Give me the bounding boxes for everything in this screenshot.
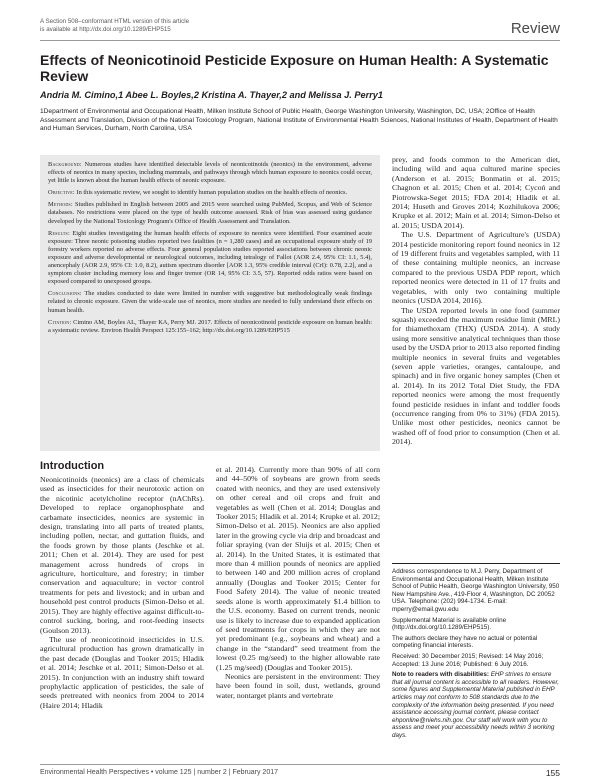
publication-dates: Received: 30 December 2015; Revised: 14 May 2016; Accepted: 13 June 2016; Published: 6 July 2016. <box>392 652 544 668</box>
issue-info: • volume 125 | number 2 | February 2017 <box>150 769 279 776</box>
abstract-results <box>48 230 372 287</box>
abstract-citation <box>48 319 372 335</box>
note-prefix: is available at <box>40 26 80 33</box>
paragraph: et al. 2014). Currently more than 90% of all corn and 44–50% of soybeans are grown from seeds coated with neonics, and they are used extensively on other cereal and oil crops and fruit and vegetables as well (Chen et al. 2014; Douglas and Tooker 2015; Hladik et al. 2014; Krupke et al. 2012; Simon-Delso et al. 2015). Neonics are also applied later in the growing cycle via drip and broadcast and foliar spraying (van der Sluijs et al. 2015; Chen et al. 2014). In the United States, it is estimated that more than 4 million pounds of neonics are applied to between 140 and 200 million acres of cropland annually (Douglas and Tooker 2015; Center for Food Safety 2014). The value of neonic treated seeds alone is worth approximately $1.4 billion to the U.S. economy. Based on current trends, neonic use is likely to increase due to expanded application of seed treatments for crops in which they are not yet predominant (e.g., soybeans and wheat) and a change in the “standard” seed treatment from the lowest (0.25 mg/seed) to the higher allowable rate (1.25 mg/seed) (Douglas and Tooker 2015). <box>216 465 380 672</box>
conflict-statement: The authors declare they have no actual or potential competing financial interests. <box>392 634 538 650</box>
abstract-methods <box>48 201 372 225</box>
correspondence-address: Address correspondence to M.J. Perry, Department of Environmental and Occupational Health, Milken Institute School of Public Health, George Washington University, 950 New Hampshire Ave., 419-Floor 4, Washington, DC 20052 USA. Telephone: (202) 994-1734. E-mail: mperry@email.gwu.edu <box>392 568 560 613</box>
section-heading-introduction: Introduction <box>40 460 105 472</box>
abstract-background <box>48 161 372 185</box>
label: Citation: <box>48 318 72 326</box>
affiliations: 1Department of Environmental and Occupational Health, Milken Institute School of Public Health, George Washington University, Washington, DC, USA; 2Office of Health Assessment and Translation, Division of the National Toxicology Program, National Institute of Environmental Health Sciences, National Institutes of Health, Department of Health and Human Services, Durham, North Carolina, USA <box>40 108 558 133</box>
note-line <box>40 26 189 34</box>
citation-doi-link[interactable]: http://dx.doi.org/10.1289/EHP515 <box>202 326 290 334</box>
section-label: Review <box>510 20 560 37</box>
note-line: A Section 508–conformant HTML version of this article <box>40 18 190 25</box>
abstract-conclusions <box>48 290 372 314</box>
abstract-objective <box>48 189 372 197</box>
paragraph: The U.S. Department of Agriculture's (USDA) 2014 pesticide monitoring report found neonics in 12 of 19 different fruits and vegetables sampled, with 11 of these containing multiple neonics, an increase compared to the previous USDA PDP report, which reported neonics were detected in 11 of 17 fruits and vegetables, with only two containing multiple neonics (USDA 2014, 2016). <box>392 230 560 306</box>
paragraph: Neonicotinoids (neonics) are a class of chemicals used as insecticides for their neurotoxic action on the nicotinic acetylcholine receptor (nAChRs). Developed to replace organophosphate and carbamate insecticides, neonics are systemic in design, translating into all parts of treated plants, including pollen, nectar, and guttation fluids, and the foods grown by those plants (Jeschke et al. 2011; Chen et al. 2014). They are used for pest management across hundreds of crops in agriculture, horticulture, and forestry; in timber conservation and aquaculture; in vector control treatments for pets and livestock; and in urban and household pest control products (Simon-Delso et al. 2015). They are highly effective against difficult-to-control sucking, boring, and root-feeding insects (Goulson 2013). <box>40 475 204 635</box>
journal-footer <box>40 769 278 776</box>
text: Cimino AM, Boyles AL, Thayer KA, Perry MJ. 2017. Effects of neonicotinoid pesticide exposure on human health: a systematic review. Environ Health Perspect 125:155–162; <box>48 318 372 334</box>
paragraph: Neonics are persistent in the environment: They have been found in soil, dust, wetlands, ground water, nontarget plants and vertebrate <box>216 671 380 700</box>
abstract-box <box>40 155 380 451</box>
doi-link[interactable]: http://dx.doi.org/10.1289/EHP515 <box>79 26 171 33</box>
right-column-text <box>392 155 560 447</box>
label: Note to readers with disabilities: <box>392 671 489 679</box>
paragraph: prey, and foods common to the American diet, including wild and aqua cultured marine species (Anderson et al. 2015; Bonmatin et al. 2015; Chagnon et al. 2015; Chen et al. 2014; Cycoń and Piotrowska-Seget 2015; FDA 2014; Hladik et al. 2014; Huseth and Groves 2014; Kozhilukova 2006; Krupke et al. 2012; Main et al. 2014; Simon-Delso et al. 2015; USDA 2014). <box>392 155 560 230</box>
text: Eight studies investigating the human health effects of exposure to neonics were identified. Four examined acute exposure: Three neonic poisoning studies reported two fatalities (n = 1,280 cases) and an occupational exposure study of 19 forestry workers reported no adverse effects. Four general population studies reported associations between chronic neonic exposure and adverse developmental or neurological outcomes, including tetralogy of Fallot (AOR 2.4, 95% CI: 1.1, 5.4), anencephaly (AOR 2.9, 95% CI: 1.0, 8.2), autism spectrum disorder [AOR 1.3, 95% credible interval (CrI): 0.78, 2.2], and a symptom cluster including memory loss and finger tremor (OR 14, 95% CI: 3.5, 57). Reported odds ratios were based on exposed compared to unexposed groups. <box>48 229 372 286</box>
top-divider <box>40 40 560 41</box>
html-version-note <box>40 18 189 34</box>
column-1-text <box>40 475 204 710</box>
text: The studies conducted to date were limited in number with suggestive but methodologically weak findings related to chronic exposure. Given the wide-scale use of neonics, more studies are needed to fully understand their effects on human health. <box>48 290 373 314</box>
label: Background: <box>48 161 82 168</box>
bottom-divider <box>40 764 560 765</box>
text: In this systematic review, we sought to identify human population studies on the health effects of neonics. <box>76 189 348 197</box>
label: Results: <box>48 229 70 237</box>
journal-name: Environmental Health Perspectives <box>40 769 149 776</box>
accessibility-note <box>392 671 560 739</box>
text: Numerous studies have identified detectable levels of neonicotinoids (neonics) in the environment, adverse effects of neonics in many species, including mammals, and pathways through which human exposure to neonics could occur, yet little is known about the human health effects of neonic exposure. <box>48 161 372 185</box>
label: Conclusions: <box>48 290 82 298</box>
label: Objective: <box>48 189 75 197</box>
text: Studies published in English between 2005 and 2015 were searched using PubMed, Scopus, and Web of Science databases. No restrictions were placed on the type of health outcome assessed. Risk of bias was assessed using guidance developed by the National Toxicology Program's Office of Health Assessment and Translation. <box>48 201 372 225</box>
author-list: Andria M. Cimino,1 Abee L. Boyles,2 Kristina A. Thayer,2 and Melissa J. Perry1 <box>40 90 383 100</box>
article-title: Effects of Neonicotinoid Pesticide Exposure on Human Health: A Systematic Review <box>40 52 549 84</box>
correspondence-block <box>392 563 560 742</box>
paragraph: The USDA reported levels in one food (summer squash) exceeded the maximum residue limit (MRL) for thiamethoxam (THX) (USDA 2014). A study using more sensitive analytical techniques than those used by the USDA prior to 2013 also reported finding multiple neonics in several fruits and vegetables (seven apple varieties, oranges, cantaloupe, and spinach) and in five organic honey samples (Chen et al. 2014). In its 2012 Total Diet Study, the FDA reported neonics were among the most frequently found pesticide residues in infant and toddler foods (occurrence ranging from 0% to 31%) (FDA 2015). Unlike most other pesticides, neonics cannot be washed off of food prior to consumption (Chen et al. 2014). <box>392 305 560 447</box>
column-2-text <box>216 465 380 700</box>
page-number: 155 <box>545 768 560 778</box>
supplemental-note: Supplemental Material is available online (http://dx.doi.org/10.1289/EHP515). <box>392 616 507 632</box>
paragraph: The use of neonicotinoid insecticides in U.S. agricultural production has grown dramatically in the past decade (Douglas and Tooker 2015; Hladik et al. 2014; Jeschke et al. 2011; Simon-Delso et al. 2015). In conjunction with an industry shift toward prophylactic application of pesticides, the sale of seeds pretreated with neonics from 2004 to 2014 (Haire 2014; Hladik <box>40 634 204 710</box>
label: Methods: <box>48 201 73 209</box>
text: EHP strives to ensure that all journal content is accessible to all readers. However, some figures and Supplemental Material published in EHP articles may not conform to 508 standards due to the complexity of the information being presented. If you need assistance accessing journal content, please contact ehponline@niehs.nih.gov. Our staff will work with you to assess and meet your accessibility needs within 3 working days. <box>392 671 559 739</box>
